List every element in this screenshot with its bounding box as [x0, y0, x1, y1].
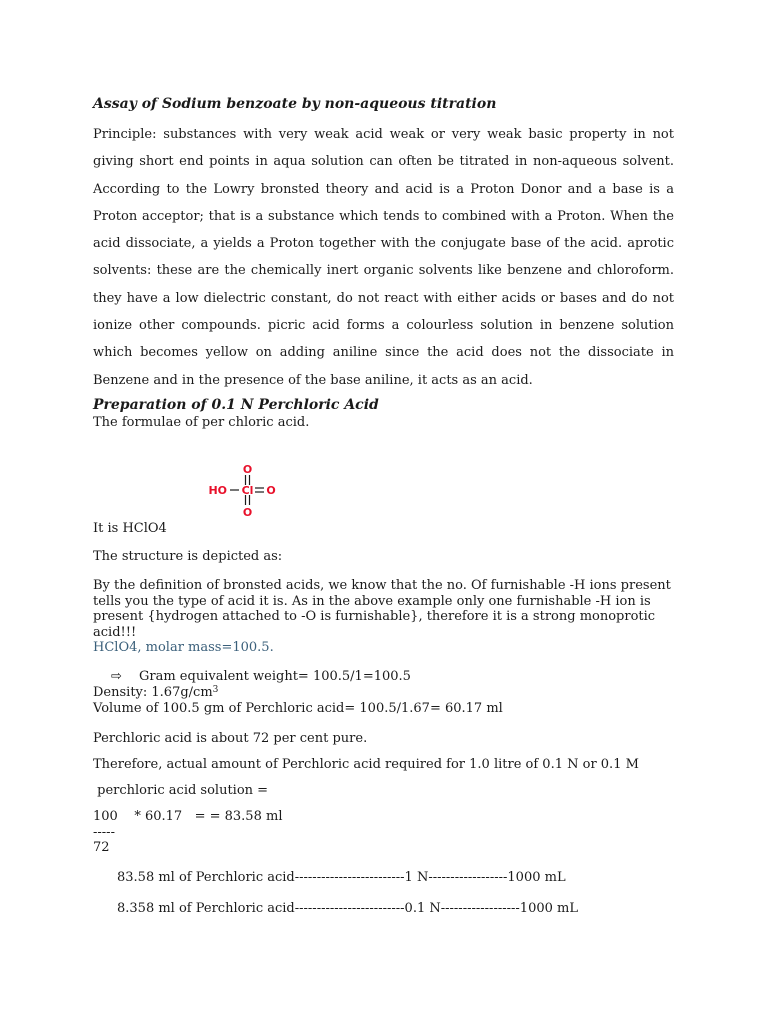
fraction-dashes: -----: [93, 825, 115, 840]
principle-paragraph: Principle: substances with very weak acid weak or very weak basic property in not giving short end points in aqua solution can often be titrated in non-aqueous solvent. According to the Lowry bronsted theory and acid is a Proton Donor and a base is a Proton acceptor; that is a substance which tends to combined with a Proton. When the acid dissociate, a yields a Proton together with the conjugate base of the acid. aprotic solvents: these are the chemically inert organic solvents like benzene and chloroform. they have a low dielectric constant, do not react with either acids or bases and do not ionize other compounds. picric acid forms a colourless solution in benzene solution which becomes yellow on adding aniline since the acid does not the dissociate in Benzene and in the presence of the base aniline, it acts as an acid.: [93, 127, 674, 388]
perchloric-acid-structure: [200, 448, 296, 528]
structure-depicted-line: The structure is depicted as:: [93, 549, 283, 564]
it-is-line: It is HClO4: [93, 521, 167, 536]
dilution-row-01n: 8.358 ml of Perchloric acid-------------------------0.1 N------------------1000 mL: [117, 901, 578, 916]
bronsted-paragraph: By the definition of bronsted acids, we know that the no. Of furnishable -H ions present tells you the type of acid it is. As in the above example only one furnishable -H ion is present {hydrogen attached to -O is furnishable}, therefore it is a strong monoprotic acid!!!: [93, 578, 671, 640]
structure-cl: Cl: [241, 484, 254, 497]
calculation-line: 100 * 60.17 = = 83.58 ml: [93, 809, 283, 824]
structure-o-right: O: [266, 484, 276, 497]
structure-ho: HO: [208, 484, 227, 497]
structure-o-bottom: O: [242, 506, 253, 519]
heading-assay: Assay of Sodium benzoate by non-aqueous titration: [93, 96, 497, 112]
density-label: Density: 1.67g/cm: [93, 685, 213, 700]
denominator: 72: [93, 840, 110, 855]
therefore-line: Therefore, actual amount of Perchloric acid required for 1.0 litre of 0.1 N or 0.1 M: [93, 757, 639, 772]
density-superscript: 3: [212, 685, 219, 695]
heading-preparation: Preparation of 0.1 N Perchloric Acid: [93, 397, 379, 413]
molar-mass-line: HClO4, molar mass=100.5.: [93, 640, 274, 655]
arrow-icon: ⇨: [111, 669, 122, 684]
structure-o-top: O: [242, 463, 253, 476]
solution-line: perchloric acid solution =: [93, 783, 269, 798]
gram-equivalent-line: [111, 669, 411, 684]
volume-line: Volume of 100.5 gm of Perchloric acid= 100.5/1.67= 60.17 ml: [93, 701, 503, 716]
formulae-line: The formulae of per chloric acid.: [93, 415, 310, 430]
density-line: [93, 685, 218, 700]
dilution-row-1n: 83.58 ml of Perchloric acid-------------------------1 N------------------1000 mL: [117, 870, 566, 885]
gram-equivalent-text: Gram equivalent weight= 100.5/1=100.5: [139, 669, 411, 684]
purity-line: Perchloric acid is about 72 per cent pure.: [93, 731, 368, 746]
